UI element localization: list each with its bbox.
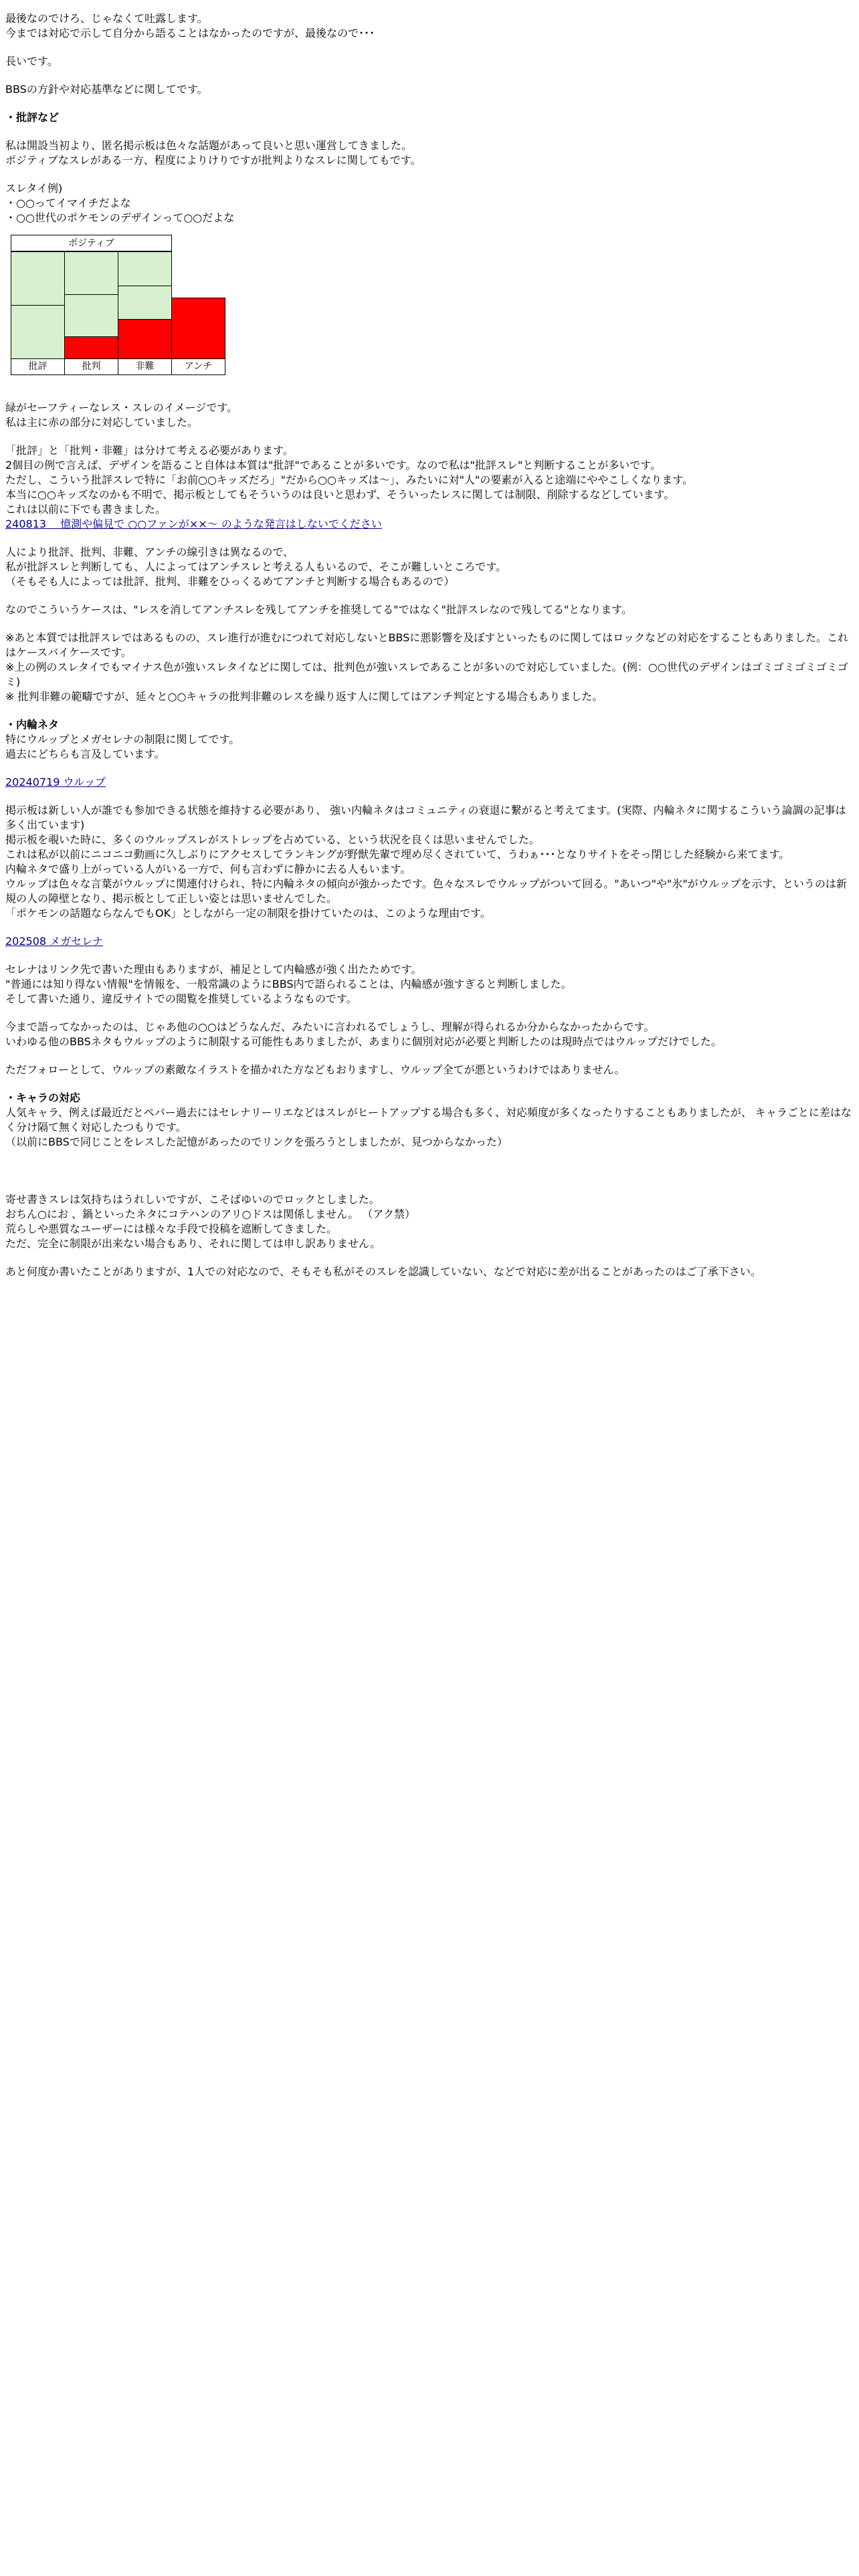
- text-line: 私は開設当初より、匿名掲示板は色々な話題があって良いと思い運営してきました。: [5, 139, 412, 152]
- text-line: そして書いた通り、違反サイトでの閲覧を推奨しているようなものです。: [5, 992, 357, 1005]
- thread-title-examples: [5, 181, 854, 225]
- text-line: ※上の例のスレタイでもマイナス色が強いスレタイなどに関しては、批判色が強いスレであることが多いので対応していました。(例：○○世代のデザインはゴミゴミゴミゴミゴミ): [5, 661, 848, 688]
- text-line: 内輪ネタで盛り上がっている人がいる一方で、何も言わずに静かに去る人もいます。: [5, 863, 411, 875]
- follow-paragraph: ただフォローとして、ウルップの素敵なイラストを描かれた方などもおりますし、ウルップ全てが悪というわけではありません。: [5, 1063, 626, 1076]
- reason-paragraph: [5, 1020, 854, 1049]
- intro-line: 今までは対応で示して自分から語ることはなかったのですが、最後なので･･･: [5, 27, 375, 39]
- text-line: 掲示板は新しい人が誰でも参加できる状態を維持する必要があり、 強い内輪ネタはコミュニティの衰退に繋がると考えてます。(実際、内輪ネタに関するこういう論調の記事は多く出ています): [5, 804, 846, 831]
- final-paragraph: [5, 1192, 854, 1251]
- text-line: 「ポケモンの話題ならなんでもOK」としながら一定の制限を掛けていたのは、このような理由です。: [5, 907, 491, 920]
- text-line: おちん○にお 、鍋といったネタにコテハンのアリ○ドスは関係しません。 （アク禁）: [5, 1208, 415, 1220]
- topic-line: BBSの方針や対応基準などに関してです。: [5, 83, 208, 96]
- character-section: [5, 1091, 854, 1150]
- text-line: 掲示板を覗いた時に、多くのウルップスレがストレップを占めている、という状況を良くは思いませんでした。: [5, 833, 540, 846]
- text-line: 特にウルップとメガセレナの制限に関してです。: [5, 733, 240, 746]
- text-line: （そもそも人によっては批評、批判、非難をひっくるめてアンチと判断する場合もあるので）: [5, 575, 455, 588]
- criticism-distinction-paragraph: [5, 443, 854, 532]
- diagram-column-label: 批評: [11, 358, 65, 375]
- diagram-column: [64, 251, 118, 358]
- diagram-positive-segment: [118, 286, 171, 320]
- text-line: いわゆる他のBBSネタもウルップのように制限する可能性もありましたが、あまりに個別対応が必要と判断したのは現時点ではウルップだけでした。: [5, 1035, 722, 1048]
- text-line: これは私が以前にニコニコ動画に久しぶりにアクセスしてランキングが野獣先輩で埋め尽くされていて、うわぁ･･･となりサイトをそっ閉じした経験から来てます。: [5, 848, 790, 861]
- text-line: 荒らしや悪質なユーザーには様々な手段で投稿を遮断してきました。: [5, 1222, 338, 1235]
- text-line: セレナはリンク先で書いた理由もありますが、補足として内輪感が強く出たためです。: [5, 963, 422, 976]
- inside-joke-paragraph: [5, 803, 854, 921]
- inside-joke-intro: [5, 718, 854, 762]
- example-item: ・○○ってイマイチだよな: [5, 197, 131, 209]
- example-title: スレタイ例): [5, 182, 63, 195]
- diagram-column: [11, 251, 65, 358]
- text-line: 緑がセーフティーなレス・スレのイメージです。: [5, 401, 238, 414]
- diagram-notes: [5, 401, 854, 430]
- section-heading-criticism: ・批評など: [5, 111, 60, 124]
- text-line: ※あと本質では批評スレではあるものの、スレ進行が進むにつれて対応しないとBBSに悪影響を及ぼすといったものに関してはロックなどの対応をすることもありました。これはケースバイケースです。: [5, 631, 848, 659]
- text-line: 私は主に赤の部分に対応していました。: [5, 416, 199, 429]
- spacer: [5, 1163, 854, 1192]
- text-line: （以前にBBSで同じことをレスした記憶があったのでリンクを張ろうとしましたが、見つからなかった）: [5, 1136, 508, 1148]
- text-line: ポジティブなスレがある一方、程度によりけりですが批判よりなスレに関してもです。: [5, 154, 421, 167]
- criticism-spectrum-diagram: [11, 235, 231, 377]
- example-item: ・○○世代のポケモンのデザインって○○だよな: [5, 211, 235, 224]
- diagram-column: [171, 251, 225, 358]
- notes-paragraph: [5, 631, 854, 704]
- text-line: 「批評」と「批判・非難」は分けて考える必要があります。: [5, 444, 294, 457]
- text-line: "普通には知り得ない情報"を情報を、一般常識のようにBBS内で語られることは、内輪感が強すぎると判断しました。: [5, 978, 572, 990]
- criticism-paragraph: [5, 138, 854, 168]
- text-line: ※ 批判非難の範疇ですが、延々と○○キャラの批判非難のレスを繰り返す人に関してはアンチ判定とする場合もありました。: [5, 690, 603, 703]
- text-line: 今まで語ってなかったのは、じゃあ他の○○はどうなんだ、みたいに言われるでしょうし、理解が得られるか分からなかったからです。: [5, 1021, 655, 1033]
- text-line: 2個目の例で言えば、デザインを語ること自体は本質は"批評"であることが多いです。なので私は"批評スレ"と判断することが多いです。: [5, 459, 661, 471]
- diagram-negative-segment: [171, 298, 225, 358]
- text-line: 私が批評スレと判断しても、人によってはアンチスレと考える人もいるので、そこが難しいところです。: [5, 560, 506, 573]
- diagram-column-label: 非難: [118, 358, 172, 375]
- diagram-positive-segment: [11, 305, 64, 359]
- diagram-column-label: アンチ: [171, 358, 225, 375]
- text-line: ウルップは色々な言葉がウルップに関連付けられ、特に内輪ネタの傾向が強かったです。色々なスレでウルップがついて回る。"あいつ"や"氷"がウルップを示す、というのは新規の人の障壁となり、掲示板として正しい姿とは思いませんでした。: [5, 877, 847, 905]
- section-heading-character: ・キャラの対応: [5, 1091, 81, 1104]
- diagram-positive-segment: [118, 251, 171, 286]
- diagram-positive-segment: [65, 251, 118, 295]
- link-240813[interactable]: 240813 憶測や偏見で ○○ファンが××〜 のような発言はしないでください: [5, 518, 382, 530]
- case-paragraph: なのでこういうケースは、"レスを消してアンチスレを残してアンチを推奨してる"ではなく"批評スレなので残してる"となります。: [5, 603, 632, 616]
- text-line: 人により批評、批判、非難、アンチの線引きは異なるので、: [5, 546, 294, 558]
- diagram-positive-segment: [11, 251, 64, 306]
- intro-line: 最後なのでけろ、じゃなくて吐露します。: [5, 12, 208, 25]
- diagram-column: [118, 251, 172, 358]
- diagram-column-label: 批判: [64, 358, 118, 375]
- text-line: 寄せ書きスレは気持ちはうれしいですが、こそばゆいのでロックとしました。: [5, 1193, 380, 1206]
- serena-paragraph: [5, 962, 854, 1006]
- link-202508-mega-serena[interactable]: 202508 メガセレナ: [5, 935, 104, 948]
- text-line: ただし、こういう批評スレで特に「お前○○キッズだろ」"だから○○キッズは〜」、みたいに対"人"の要素が入ると途端にややこしくなります。: [5, 473, 694, 486]
- closing-paragraph: あと何度か書いたことがありますが、1人での対応なので、そもそも私がそのスレを認識していない、などで対応に差が出ることがあったのはご了承下さい。: [5, 1265, 761, 1278]
- page-content: [5, 11, 854, 1293]
- section-heading-inside-joke: ・内輪ネタ: [5, 718, 60, 731]
- link-20240719-urupp[interactable]: 20240719 ウルップ: [5, 776, 106, 788]
- boundary-paragraph: [5, 545, 854, 589]
- text-line: 人気キャラ、例えば最近だとペパー過去にはセレナリーリエなどはスレがヒートアップする場合も多く、対応頻度が多くなったりすることもありましたが、 キャラごとに差はなく分け隔て無く対応したつもりです。: [5, 1106, 852, 1134]
- long-notice: 長いです。: [5, 55, 58, 68]
- diagram-negative-segment: [64, 336, 118, 358]
- diagram-negative-segment: [118, 319, 172, 358]
- text-line: ただ、完全に制限が出来ない場合もあり、それに関しては申し訳ありません。: [5, 1237, 381, 1250]
- text-line: 過去にどちらも言及しています。: [5, 748, 165, 760]
- diagram-positive-segment: [65, 294, 118, 338]
- text-line: 本当に○○キッズなのかも不明で、掲示板としてもそういうのは良いと思わず、そういったレスに関しては制限、削除するなどしています。: [5, 488, 675, 501]
- intro-paragraph: [5, 11, 854, 41]
- text-line: これは以前に下でも書きました。: [5, 503, 167, 516]
- diagram-header-positive: ポジティブ: [11, 235, 172, 251]
